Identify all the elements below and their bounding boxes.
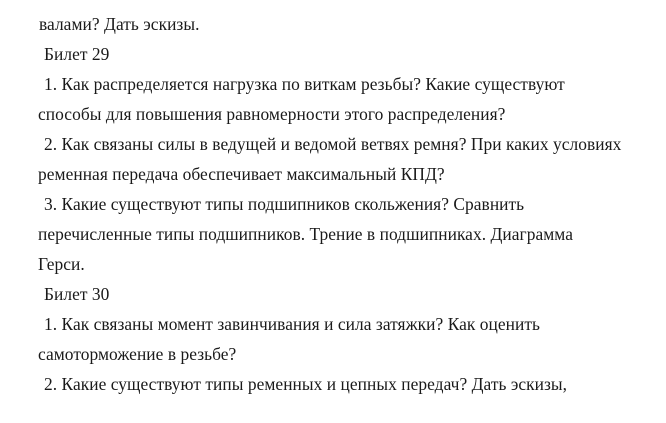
- question-29-2-cont: ременная передача обеспечивает максимальный КПД?: [38, 164, 445, 184]
- question-30-1: 1. Как связаны момент завинчивания и сила затяжки? Как оценить: [44, 314, 540, 334]
- question-29-2: 2. Как связаны силы в ведущей и ведомой ветвях ремня? При каких условиях: [44, 134, 622, 154]
- question-30-1-cont: самоторможение в резьбе?: [38, 344, 237, 364]
- text-line-continuation: валами? Дать эскизы.: [39, 14, 200, 34]
- question-29-3-cont-1: перечисленные типы подшипников. Трение в подшипниках. Диаграмма: [38, 224, 573, 244]
- question-29-3-cont-2: Герси.: [38, 254, 85, 274]
- ticket-heading-30: Билет 30: [44, 284, 110, 304]
- question-29-1-cont: способы для повышения равномерности этого распределения?: [38, 104, 506, 124]
- question-29-1: 1. Как распределяется нагрузка по виткам резьбы? Какие существуют: [44, 74, 565, 94]
- question-30-2: 2. Какие существуют типы ременных и цепных передач? Дать эскизы,: [44, 374, 568, 394]
- ticket-heading-29: Билет 29: [44, 44, 110, 64]
- question-29-3: 3. Какие существуют типы подшипников скольжения? Сравнить: [44, 194, 525, 214]
